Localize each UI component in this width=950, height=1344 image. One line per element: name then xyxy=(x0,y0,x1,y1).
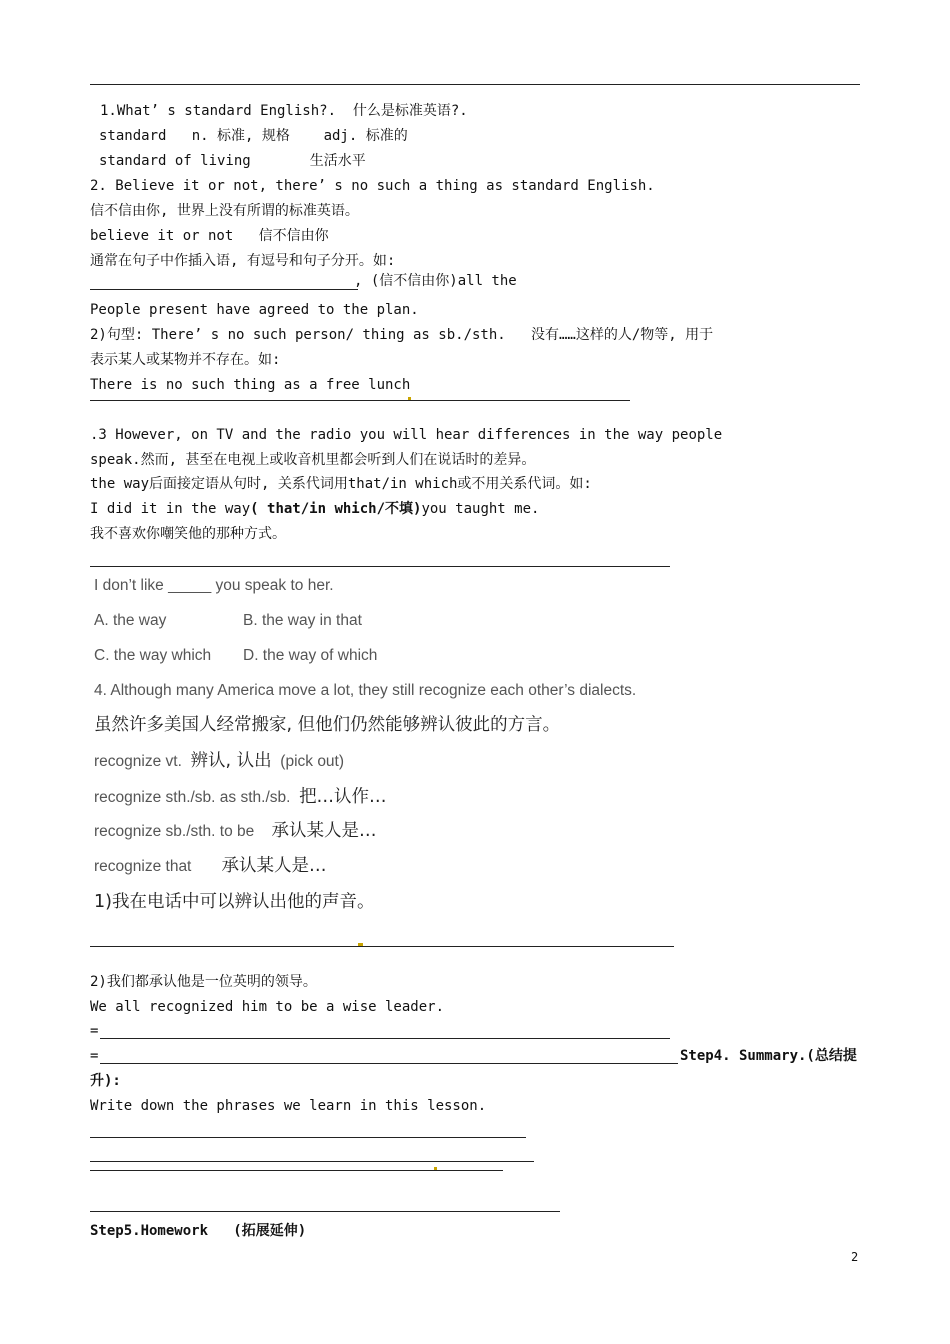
recognize-that-meaning: 承认某人是… xyxy=(221,856,327,876)
q4-english: 4. Although many America move a lot, they still recognize each other’s dialects. xyxy=(94,682,637,699)
mc-option-c: C. the way which xyxy=(94,647,212,664)
recognize-as-meaning: 把…认作… xyxy=(299,787,387,807)
q3-english: .3 However, on TV and the radio you will hear differences in the way people xyxy=(90,427,723,443)
q4-chinese: 虽然许多美国人经常搬家, 但他们仍然能够辨认彼此的方言。 xyxy=(94,715,561,735)
equals-2: = xyxy=(90,1048,99,1064)
q2-chinese: 信不信由你, 世界上没有所谓的标准英语。 xyxy=(90,203,359,219)
pattern-line-1: 2)句型: There’ s no such person/ thing as sb./sth. 没有……这样的人/物等, 用于 xyxy=(90,327,714,343)
summary-line-1 xyxy=(90,1137,526,1138)
answer-line-1 xyxy=(90,400,630,401)
did-it-example xyxy=(90,499,539,519)
fill-1-tail: , (信不信由你)all the xyxy=(354,273,517,289)
header-rule xyxy=(90,84,860,85)
step4-heading: Step4. Summary.(总结提 xyxy=(680,1048,857,1064)
standard-of-living: standard of living 生活水平 xyxy=(99,153,366,169)
recognize-as-phrase: recognize sth./sb. as sth./sb. xyxy=(94,789,291,806)
answer-line-2 xyxy=(90,566,670,567)
answer-line-4 xyxy=(100,1038,670,1039)
recognize-vt-meaning: 辨认, 认出 xyxy=(190,751,272,771)
q2-english: 2. Believe it or not, there’ s no such a thing as standard English. xyxy=(90,178,655,194)
recognize-vt-gloss: (pick out) xyxy=(280,753,345,770)
recognize-that xyxy=(94,855,327,878)
recognize-to-be-meaning: 承认某人是… xyxy=(271,821,377,841)
marker-dot-2 xyxy=(358,943,363,946)
fill-blank-1 xyxy=(90,289,358,290)
answer-line-3 xyxy=(90,946,674,947)
exercise-2-chinese: 2)我们都承认他是一位英明的领导。 xyxy=(90,974,317,990)
exercise-1: 1)我在电话中可以辨认出他的声音。 xyxy=(94,892,375,912)
standard-definition: standard n. 标准, 规格 adj. 标准的 xyxy=(99,128,408,144)
exercise-2-english: We all recognized him to be a wise leader. xyxy=(90,999,445,1015)
pattern-line-2: 表示某人或某物并不存在。如: xyxy=(90,352,281,368)
mc-option-d: D. the way of which xyxy=(243,647,378,664)
mc-option-a: A. the way xyxy=(94,612,167,629)
marker-dot-3 xyxy=(434,1167,437,1170)
believe-phrase: believe it or not 信不信由你 xyxy=(90,228,329,244)
q3-chinese: speak.然而, 甚至在电视上或收音机里都会听到人们在说话时的差异。 xyxy=(90,452,536,468)
people-present: People present have agreed to the plan. xyxy=(90,302,419,318)
equals-1: = xyxy=(90,1023,99,1039)
mc-option-b: B. the way in that xyxy=(243,612,362,629)
summary-line-3 xyxy=(90,1170,503,1171)
recognize-vt xyxy=(94,750,344,773)
mc-stem: I don’t like _____ you speak to her. xyxy=(94,577,334,594)
way-rule: the way后面接定语从句时, 关系代词用that/in which或不用关系代词。如: xyxy=(90,476,592,492)
did-it-start: I did it in the way xyxy=(90,501,251,517)
free-lunch: There is no such thing as a free lunch xyxy=(90,377,411,393)
dislike-sentence: 我不喜欢你嘲笑他的那种方式。 xyxy=(90,526,286,542)
believe-usage: 通常在句子中作插入语, 有逗号和句子分开。如: xyxy=(90,253,396,269)
recognize-to-be xyxy=(94,820,377,843)
answer-line-5 xyxy=(100,1063,678,1064)
did-it-end: you taught me. xyxy=(421,501,540,517)
step5-heading: Step5.Homework (拓展延伸) xyxy=(90,1223,307,1239)
summary-line-2 xyxy=(90,1161,534,1162)
did-it-options: ( that/in which/不填) xyxy=(250,501,422,517)
recognize-to-be-phrase: recognize sb./sth. to be xyxy=(94,823,255,840)
page-number: 2 xyxy=(851,1250,859,1264)
q1-line: 1.What’ s standard English?. 什么是标准英语?. xyxy=(100,103,468,119)
marker-dot xyxy=(408,397,411,400)
step4-heading-cont: 升): xyxy=(90,1073,121,1089)
write-down-instruction: Write down the phrases we learn in this lesson. xyxy=(90,1098,487,1114)
recognize-that-phrase: recognize that xyxy=(94,858,192,875)
recognize-as xyxy=(94,786,387,809)
summary-line-4 xyxy=(90,1211,560,1212)
recognize-vt-word: recognize vt. xyxy=(94,753,182,770)
